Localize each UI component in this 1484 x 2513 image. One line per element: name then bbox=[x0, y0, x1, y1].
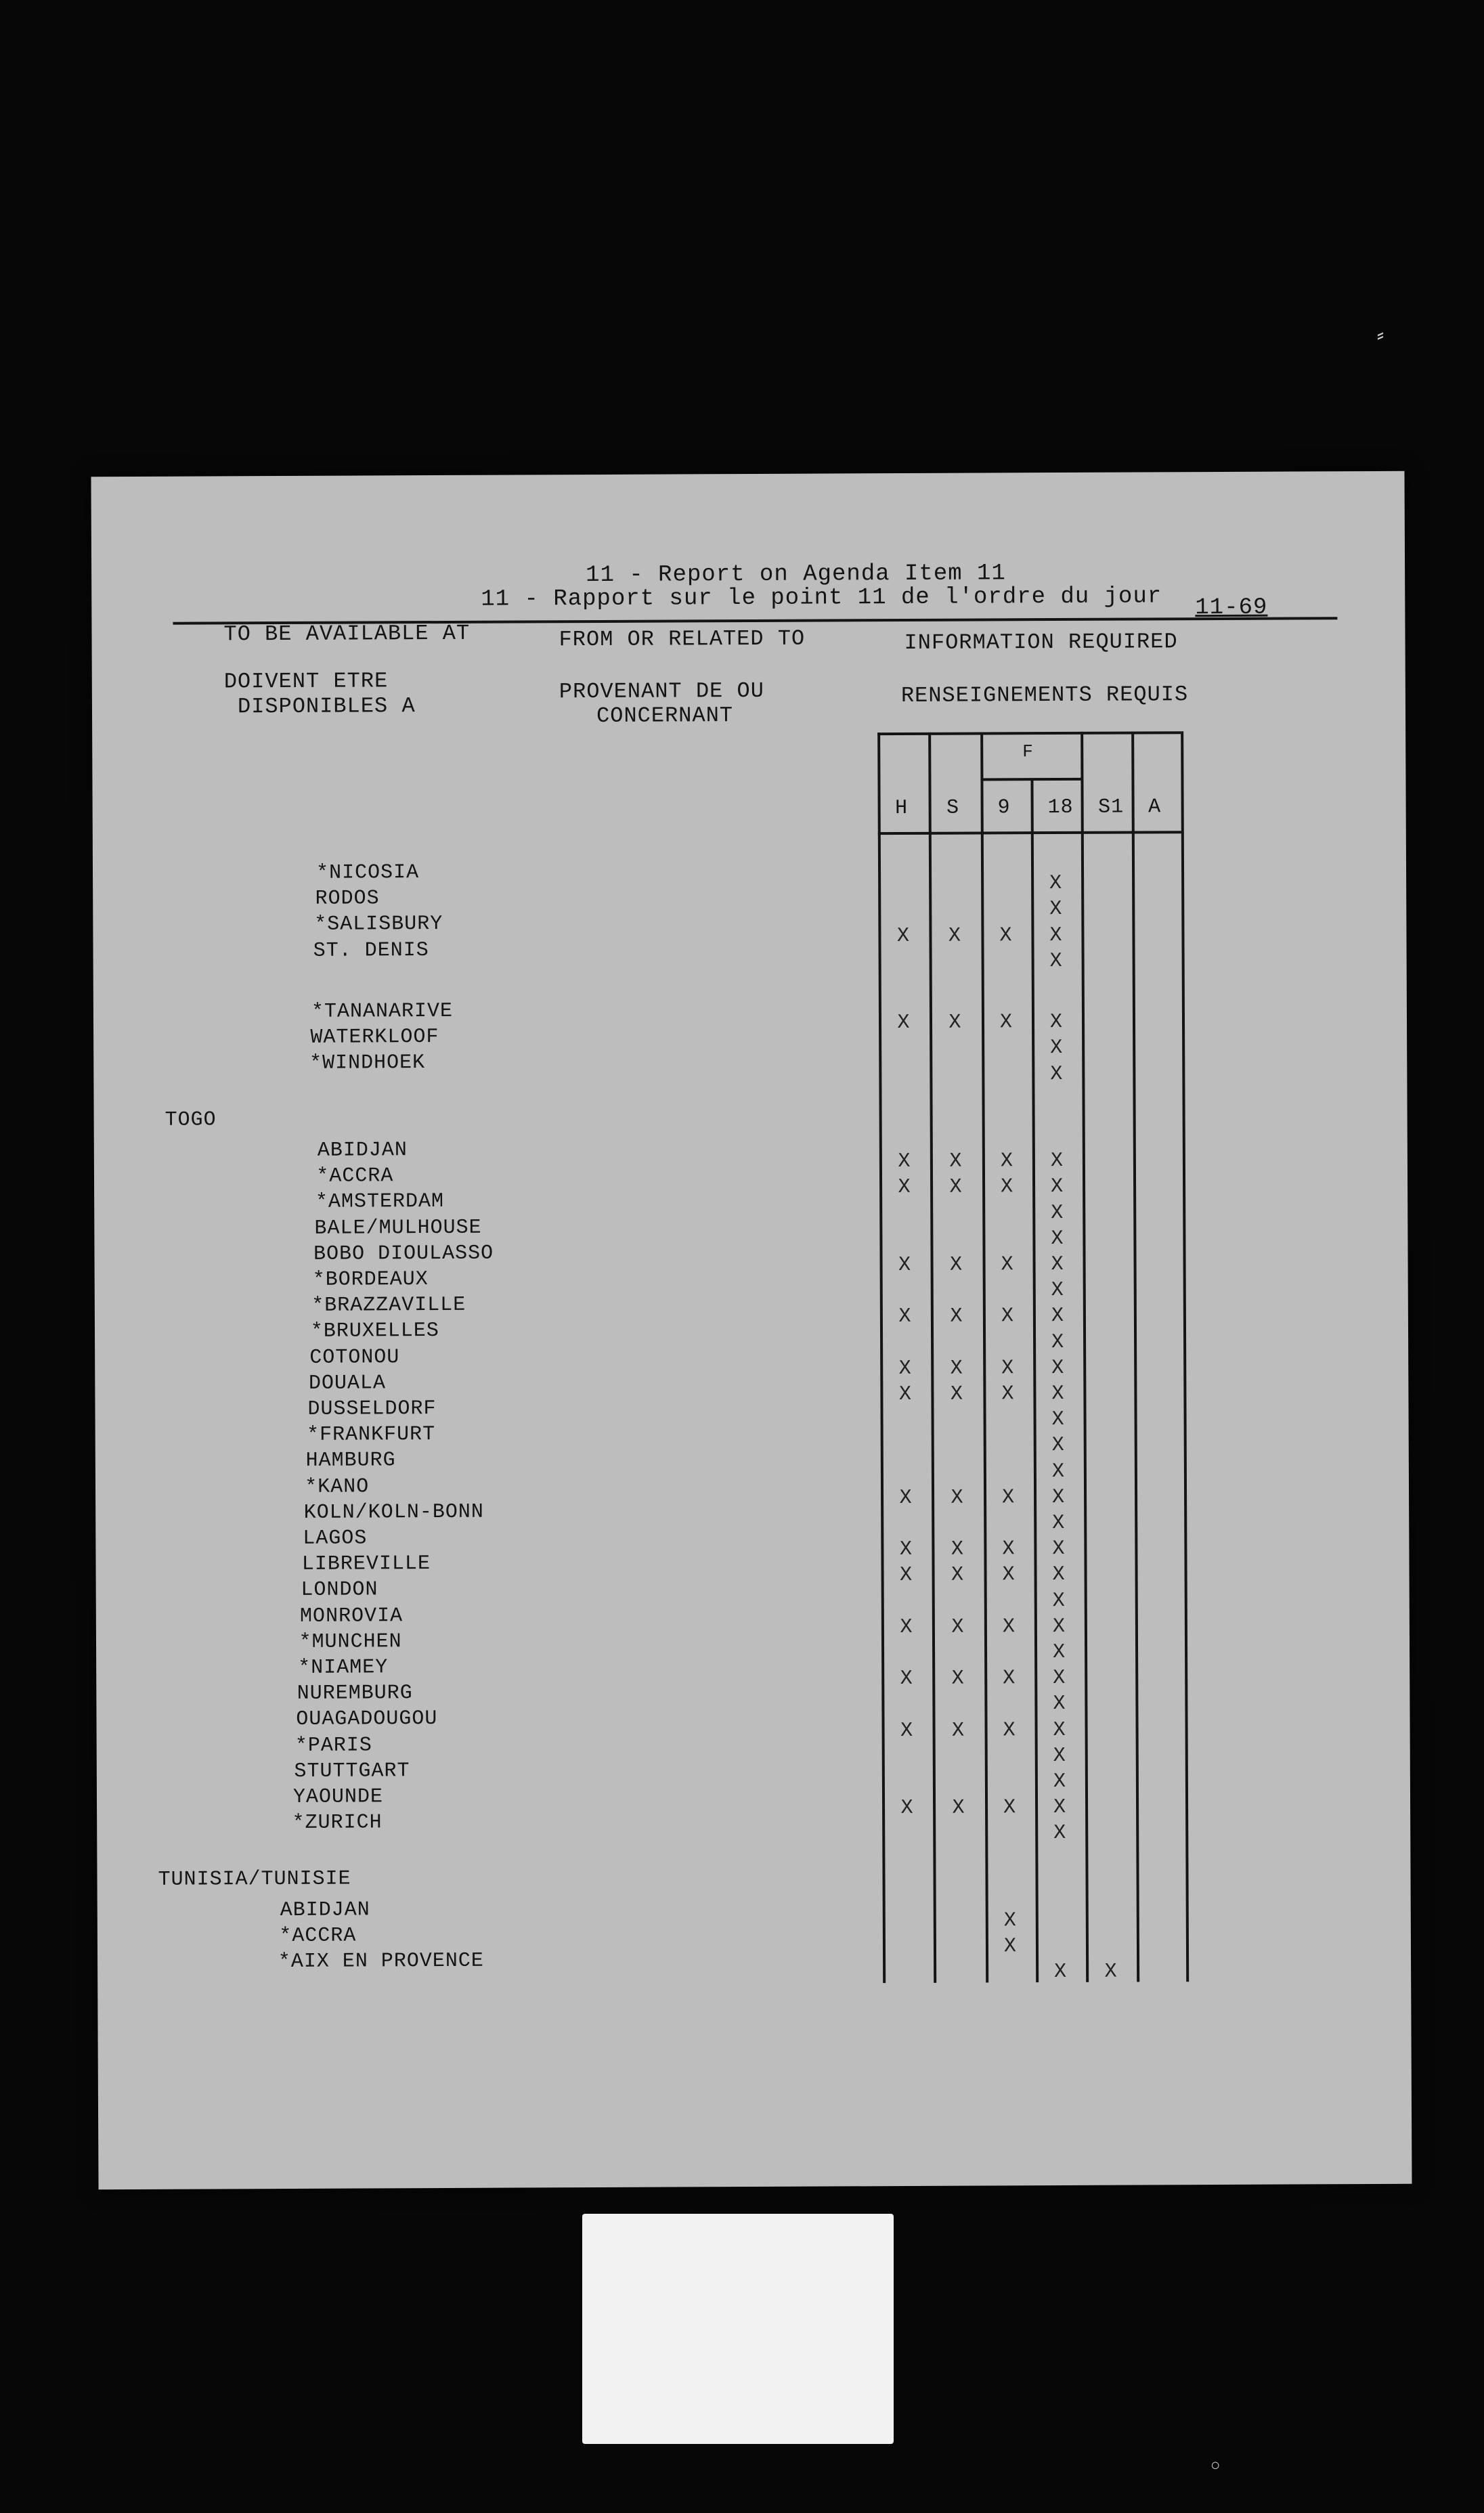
col-info-fr: RENSEIGNEMENTS REQUIS bbox=[900, 682, 1189, 709]
info-mark: X bbox=[897, 1011, 910, 1035]
grid-vline bbox=[928, 733, 936, 1983]
location-row: KOLN/KOLN-BONN bbox=[303, 1500, 484, 1525]
info-mark: X bbox=[1052, 1511, 1065, 1535]
info-mark: X bbox=[1054, 1961, 1067, 1984]
location-row: MONROVIA bbox=[299, 1604, 403, 1628]
info-mark: X bbox=[1053, 1744, 1066, 1768]
grid-subcol-header: A bbox=[1148, 795, 1162, 819]
info-mark: X bbox=[1003, 1909, 1016, 1933]
info-mark: X bbox=[951, 1615, 964, 1639]
info-mark: X bbox=[1051, 1279, 1064, 1303]
info-mark: X bbox=[1052, 1537, 1065, 1561]
location-row: BALE/MULHOUSE bbox=[314, 1216, 482, 1240]
info-mark: X bbox=[1001, 1382, 1014, 1406]
location-row: *ZURICH bbox=[292, 1811, 383, 1835]
info-mark: X bbox=[1003, 1667, 1016, 1690]
info-mark: X bbox=[1052, 1485, 1065, 1509]
info-mark: X bbox=[900, 1564, 913, 1588]
info-mark: X bbox=[1049, 898, 1062, 921]
location-row: RODOS bbox=[315, 887, 380, 911]
col-available-fr-1: DOIVENT ETRE bbox=[223, 668, 389, 695]
info-mark: X bbox=[952, 1719, 965, 1743]
grid-vline bbox=[877, 733, 886, 1983]
info-mark: X bbox=[1001, 1175, 1013, 1199]
location-row: COTONOU bbox=[309, 1345, 400, 1370]
document-page bbox=[91, 471, 1412, 2189]
info-mark: X bbox=[1003, 1718, 1016, 1742]
info-mark: X bbox=[1002, 1615, 1016, 1639]
location-row: DOUALA bbox=[308, 1372, 387, 1395]
grid-subcol-header: 9 bbox=[997, 796, 1011, 820]
grid-subheader-rule bbox=[878, 831, 1181, 835]
info-mark: X bbox=[1002, 1486, 1015, 1510]
country-heading: TOGO bbox=[165, 1108, 217, 1132]
info-mark: X bbox=[1049, 1011, 1063, 1034]
grid-subcol-header: 18 bbox=[1047, 795, 1074, 820]
title-french: 11 - Rapport sur le point 11 de l'ordre du jour bbox=[481, 584, 1162, 613]
col-info-en: INFORMATION REQUIRED bbox=[904, 629, 1178, 656]
location-row: LAGOS bbox=[303, 1527, 368, 1550]
location-row: YAOUNDE bbox=[292, 1785, 384, 1809]
info-mark: X bbox=[896, 924, 910, 948]
grid-vline bbox=[1030, 779, 1039, 1982]
info-mark: X bbox=[1053, 1822, 1066, 1845]
location-row: *BRUXELLES bbox=[310, 1319, 439, 1344]
info-mark: X bbox=[950, 1357, 963, 1380]
location-row: *FRANKFURT bbox=[306, 1423, 436, 1447]
page-number: 11-69 bbox=[1195, 594, 1268, 621]
location-row: BOBO DIOULASSO bbox=[313, 1242, 494, 1266]
location-row: *PARIS bbox=[294, 1734, 372, 1757]
grid-subcol-header: H bbox=[895, 796, 909, 821]
location-row: *TANANARIVE bbox=[311, 999, 454, 1024]
info-mark: X bbox=[900, 1667, 913, 1691]
info-mark: X bbox=[898, 1382, 912, 1407]
info-mark: X bbox=[900, 1615, 913, 1639]
film-speck-bottom: ○ bbox=[1210, 2457, 1221, 2476]
info-mark: X bbox=[951, 1486, 963, 1510]
info-mark: X bbox=[951, 1537, 964, 1561]
info-mark: X bbox=[951, 1667, 964, 1690]
info-mark: X bbox=[952, 1796, 965, 1820]
location-row: ST. DENIS bbox=[313, 938, 429, 963]
location-row: *BORDEAUX bbox=[312, 1268, 429, 1292]
grid-group-f: F bbox=[1022, 741, 1034, 762]
location-row: *AMSTERDAM bbox=[315, 1190, 445, 1215]
col-from-fr-2: CONCERNANT bbox=[596, 703, 734, 728]
grid-vline bbox=[1181, 731, 1189, 1982]
info-mark: X bbox=[1049, 872, 1062, 896]
location-row: *ACCRA bbox=[316, 1164, 394, 1188]
info-mark: X bbox=[1049, 949, 1062, 973]
info-mark: X bbox=[1051, 1434, 1064, 1458]
info-mark: X bbox=[1051, 1408, 1064, 1432]
info-mark: X bbox=[1053, 1667, 1066, 1690]
info-mark: X bbox=[949, 1176, 962, 1200]
location-row: ABIDJAN bbox=[280, 1898, 370, 1922]
info-mark: X bbox=[898, 1253, 911, 1277]
info-mark: X bbox=[1002, 1537, 1015, 1561]
col-available-en: TO BE AVAILABLE AT bbox=[223, 620, 471, 647]
location-row: LONDON bbox=[301, 1578, 378, 1602]
col-available-fr-2: DISPONIBLES A bbox=[237, 693, 416, 720]
info-mark: X bbox=[898, 1176, 911, 1200]
location-row: OUAGADOUGOU bbox=[296, 1707, 438, 1732]
location-row: WATERKLOOF bbox=[310, 1026, 439, 1050]
info-mark: X bbox=[1051, 1201, 1064, 1225]
info-mark: X bbox=[950, 1382, 963, 1406]
grid-vline bbox=[980, 732, 988, 1982]
info-mark: X bbox=[1049, 923, 1062, 947]
location-row: LIBREVILLE bbox=[301, 1552, 431, 1577]
info-mark: X bbox=[1003, 1935, 1017, 1959]
location-row: DUSSELDORF bbox=[307, 1397, 437, 1421]
location-row: *KANO bbox=[305, 1475, 370, 1499]
col-from-en: FROM OR RELATED TO bbox=[559, 626, 806, 653]
location-row: NUREMBURG bbox=[297, 1682, 413, 1706]
info-mark: X bbox=[1053, 1718, 1066, 1742]
location-row: ABIDJAN bbox=[317, 1139, 408, 1162]
info-mark: X bbox=[999, 1011, 1013, 1034]
info-mark: X bbox=[1051, 1382, 1064, 1406]
info-mark: X bbox=[1051, 1460, 1065, 1483]
info-mark: X bbox=[900, 1719, 913, 1743]
info-mark: X bbox=[1051, 1227, 1064, 1250]
info-mark: X bbox=[1050, 1062, 1063, 1086]
grid-top-rule bbox=[877, 731, 1181, 735]
location-row: *NIAMEY bbox=[298, 1656, 389, 1680]
info-mark: X bbox=[1003, 1796, 1016, 1820]
index-card bbox=[582, 2214, 894, 2444]
info-mark: X bbox=[1052, 1563, 1065, 1587]
location-row: *WINDHOEK bbox=[309, 1051, 426, 1076]
info-mark: X bbox=[949, 1150, 962, 1173]
info-mark: X bbox=[1053, 1796, 1066, 1820]
location-row: *AIX EN PROVENCE bbox=[278, 1949, 484, 1974]
grid-vline bbox=[1081, 732, 1089, 1982]
grid-subcol-header: S bbox=[946, 796, 960, 820]
info-mark: X bbox=[1002, 1563, 1015, 1587]
title-english: 11 - Report on Agenda Item 11 bbox=[586, 561, 1006, 589]
info-mark: X bbox=[1053, 1640, 1066, 1665]
info-mark: X bbox=[899, 1538, 913, 1562]
info-mark: X bbox=[1104, 1961, 1117, 1984]
info-mark: X bbox=[899, 1486, 912, 1510]
info-mark: X bbox=[1051, 1330, 1064, 1354]
info-mark: X bbox=[1051, 1252, 1064, 1277]
info-mark: X bbox=[948, 924, 961, 948]
location-row: *MUNCHEN bbox=[299, 1630, 402, 1654]
grid-vline bbox=[1131, 732, 1139, 1982]
grid-subcol-header: S1 bbox=[1098, 795, 1125, 819]
film-speck: ⸗ bbox=[1374, 325, 1387, 348]
info-mark: X bbox=[1001, 1253, 1013, 1277]
location-row: HAMBURG bbox=[305, 1449, 396, 1473]
location-row: STUTTGART bbox=[294, 1760, 410, 1783]
country-heading: TUNISIA/TUNISIE bbox=[158, 1867, 351, 1892]
info-mark: X bbox=[950, 1253, 963, 1277]
info-mark: X bbox=[951, 1564, 964, 1588]
info-mark: X bbox=[1051, 1305, 1064, 1328]
info-mark: X bbox=[1052, 1615, 1066, 1638]
info-mark: X bbox=[1051, 1356, 1064, 1380]
info-mark: X bbox=[898, 1305, 911, 1329]
location-row: *SALISBURY bbox=[314, 913, 443, 937]
info-mark: X bbox=[1001, 1357, 1014, 1380]
info-mark: X bbox=[1053, 1770, 1066, 1794]
info-mark: X bbox=[900, 1797, 913, 1820]
info-mark: X bbox=[1053, 1692, 1066, 1716]
location-row: *BRAZZAVILLE bbox=[311, 1294, 466, 1318]
info-mark: X bbox=[1050, 1036, 1063, 1060]
info-mark: X bbox=[898, 1357, 911, 1380]
info-mark: X bbox=[1052, 1589, 1065, 1613]
info-mark: X bbox=[1001, 1305, 1014, 1328]
location-row: *ACCRA bbox=[279, 1924, 357, 1948]
info-mark: X bbox=[898, 1150, 911, 1174]
col-from-fr-1: PROVENANT DE OU bbox=[559, 678, 765, 705]
location-row: *NICOSIA bbox=[315, 861, 420, 885]
info-mark: X bbox=[948, 1011, 961, 1034]
info-mark: X bbox=[1050, 1150, 1064, 1173]
info-mark: X bbox=[1051, 1175, 1064, 1199]
info-mark: X bbox=[999, 923, 1012, 947]
info-mark: X bbox=[1000, 1150, 1013, 1173]
info-mark: X bbox=[950, 1305, 963, 1329]
